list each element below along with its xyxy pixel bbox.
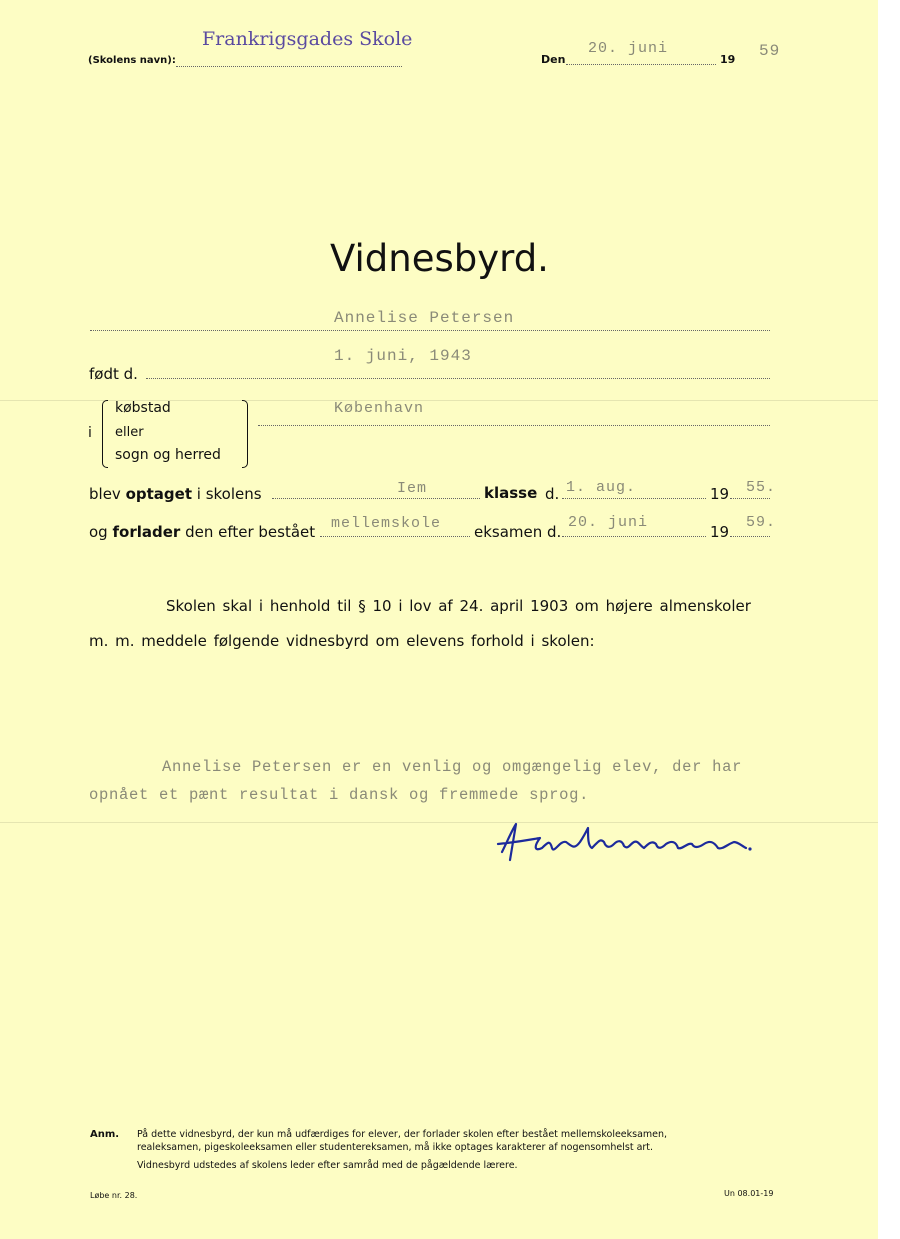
exam-label: eksamen d.: [474, 523, 562, 541]
date-value: 20. juni: [588, 40, 669, 57]
place-option-sogn: sogn og herred: [115, 447, 221, 463]
admission-year-prefix: 19: [710, 485, 730, 503]
note-label: Anm.: [90, 1129, 120, 1140]
footer-left: Løbe nr. 28.: [90, 1191, 138, 1200]
year-prefix: 19: [720, 53, 736, 66]
note-line-1: På dette vidnesbyrd, der kun må udfærdiges for elever, der forlader skolen efter bestået mellemskoleeksamen,: [137, 1129, 668, 1140]
departure-date: 20. juni: [568, 514, 649, 531]
class-value: Iem: [397, 480, 428, 497]
footer-right: Un 08.01-19: [724, 1189, 774, 1198]
place-option-kobstad: købstad: [115, 400, 171, 416]
testimonial-line-2: opnået et pænt resultat i dansk og fremmede sprog.: [89, 786, 590, 804]
exam-line: [320, 536, 470, 537]
departure-mid: den efter bestået: [185, 523, 316, 541]
admission-year-line: [730, 498, 770, 499]
admission-bold: optaget: [125, 485, 192, 503]
admission-d-label: d.: [545, 485, 560, 503]
name-line: [90, 330, 770, 331]
admission-year-suffix: 55.: [746, 479, 777, 496]
signature: [488, 818, 758, 866]
school-name-label: (Skolens navn):: [88, 55, 176, 66]
born-label: født d.: [89, 365, 138, 383]
admission-date-line: [562, 498, 706, 499]
admission-mid: i skolens: [196, 485, 262, 503]
note-text: [137, 1128, 667, 1172]
departure-date-line: [562, 536, 706, 537]
right-brace: [242, 400, 248, 468]
departure-year-line: [730, 536, 770, 537]
departure-bold: forlader: [112, 523, 181, 541]
departure-year-suffix: 59.: [746, 514, 777, 531]
date-label: Den: [541, 53, 566, 66]
class-label: klasse: [484, 484, 538, 502]
admission-prefix: blev: [89, 485, 121, 503]
statement-line-2: m. m. meddele følgende vidnesbyrd om elevens forhold i skolen:: [89, 632, 595, 650]
year-suffix: 59: [759, 42, 781, 60]
born-value: 1. juni, 1943: [334, 347, 472, 365]
departure-year-prefix: 19: [710, 523, 730, 541]
school-name-line: [176, 66, 402, 67]
note-line-3: Vidnesbyrd udstedes af skolens leder efter samråd med de pågældende lærere.: [137, 1160, 518, 1171]
born-line: [146, 378, 770, 379]
testimonial-line-1: Annelise Petersen er en venlig og omgængelig elev, der har: [162, 758, 743, 776]
place-prefix: i: [88, 425, 92, 441]
school-name-stamp: Frankrigsgades Skole: [202, 28, 413, 50]
statement-line-1: Skolen skal i henhold til § 10 i lov af 24. april 1903 om højere almenskoler: [166, 597, 751, 615]
admission-row: [89, 485, 262, 503]
admission-date: 1. aug.: [566, 479, 637, 496]
exam-value: mellemskole: [331, 515, 442, 532]
left-brace: [102, 400, 108, 468]
class-line: [272, 498, 480, 499]
place-value: København: [334, 400, 425, 417]
note-line-2: realeksamen, pigeskoleeksamen eller studentereksamen, må ikke optages karakterer af nogensomhelst art.: [137, 1142, 654, 1153]
place-line: [258, 425, 770, 426]
document-title: Vidnesbyrd.: [330, 237, 549, 280]
date-line: [566, 64, 716, 65]
departure-prefix: og: [89, 523, 108, 541]
student-name: Annelise Petersen: [334, 309, 515, 327]
place-option-eller: eller: [115, 425, 144, 440]
departure-row: [89, 523, 315, 541]
